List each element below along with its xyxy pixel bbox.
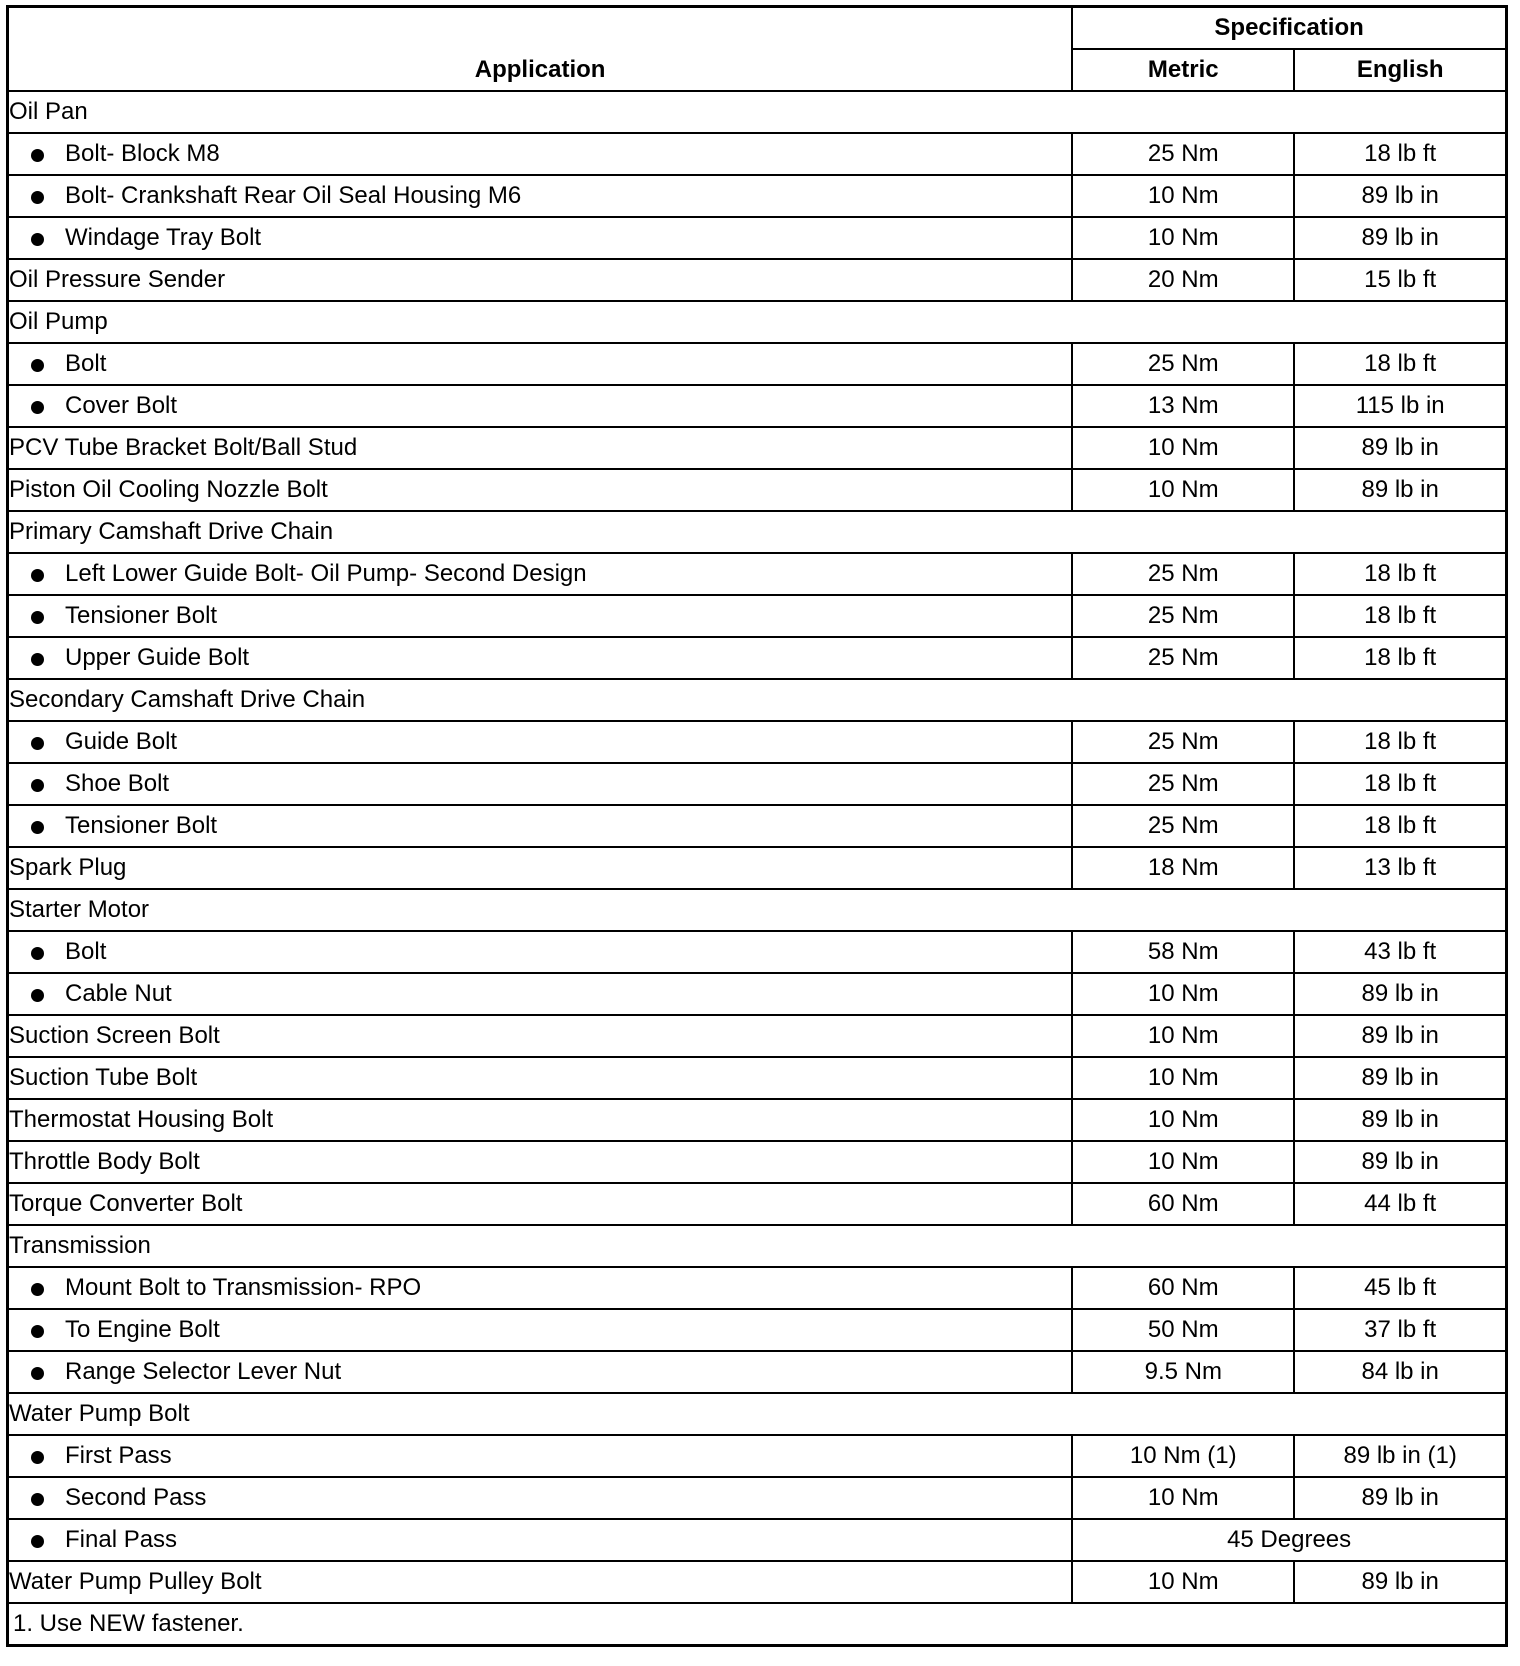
table-row — [8, 973, 1507, 1015]
application-label: Windage Tray Bolt — [65, 224, 262, 251]
bullet-icon — [31, 737, 44, 750]
bullet-icon — [31, 191, 44, 204]
application-label: Shoe Bolt — [65, 770, 170, 797]
group-label — [8, 889, 1507, 931]
application-label: Tensioner Bolt — [65, 812, 218, 839]
application-label: Mount Bolt to Transmission- RPO — [65, 1274, 422, 1301]
spec-value-cell: 45 Degrees — [1072, 1519, 1506, 1561]
group-label — [8, 91, 1507, 133]
table-row — [8, 469, 1507, 511]
english-value-cell: 89 lb in (1) — [1294, 1435, 1506, 1477]
table-row — [8, 133, 1507, 175]
group-label — [8, 511, 1507, 553]
table-row — [8, 217, 1507, 259]
application-label: Second Pass — [65, 1484, 207, 1511]
english-value-cell: 89 lb in — [1294, 1477, 1506, 1519]
english-value-cell: 44 lb ft — [1294, 1183, 1506, 1225]
table-group-row — [8, 1393, 1507, 1435]
metric-value-cell: 10 Nm — [1072, 973, 1294, 1015]
table-row — [8, 931, 1507, 973]
application-label: PCV Tube Bracket Bolt/Ball Stud — [9, 434, 358, 461]
english-value-cell: 18 lb ft — [1294, 637, 1506, 679]
application-cell — [8, 1183, 1073, 1225]
metric-value-cell: 10 Nm — [1072, 217, 1294, 259]
metric-value-cell: 50 Nm — [1072, 1309, 1294, 1351]
application-cell — [8, 1141, 1073, 1183]
group-label — [8, 1393, 1507, 1435]
application-label: Primary Camshaft Drive Chain — [9, 518, 334, 545]
group-label — [8, 1225, 1507, 1267]
english-value-cell: 18 lb ft — [1294, 133, 1506, 175]
table-row — [8, 1183, 1507, 1225]
table-header — [8, 7, 1507, 92]
application-label: Guide Bolt — [65, 728, 178, 755]
table-row — [8, 175, 1507, 217]
application-label: Oil Pan — [9, 98, 88, 125]
application-label: Bolt- Block M8 — [65, 140, 220, 167]
bullet-icon — [31, 569, 44, 582]
english-value-cell: 43 lb ft — [1294, 931, 1506, 973]
application-label: Bolt — [65, 938, 107, 965]
metric-value-cell: 25 Nm — [1072, 133, 1294, 175]
application-label: Upper Guide Bolt — [65, 644, 250, 671]
table-row — [8, 763, 1507, 805]
metric-value-cell: 10 Nm — [1072, 469, 1294, 511]
table-row — [8, 385, 1507, 427]
application-cell — [8, 805, 1073, 847]
application-cell — [8, 1561, 1073, 1603]
bullet-icon — [31, 1451, 44, 1464]
table-row — [8, 427, 1507, 469]
application-label: Bolt- Crankshaft Rear Oil Seal Housing M6 — [65, 182, 522, 209]
application-cell — [8, 973, 1073, 1015]
bullet-icon — [31, 1493, 44, 1506]
table-row — [8, 1519, 1507, 1561]
application-label: Throttle Body Bolt — [9, 1148, 200, 1175]
table-row — [8, 1435, 1507, 1477]
metric-value-cell: 10 Nm — [1072, 1015, 1294, 1057]
metric-value-cell: 18 Nm — [1072, 847, 1294, 889]
table-row — [8, 1351, 1507, 1393]
bullet-icon — [31, 401, 44, 414]
table-row — [8, 637, 1507, 679]
english-value-cell: 115 lb in — [1294, 385, 1506, 427]
application-label: Range Selector Lever Nut — [65, 1358, 342, 1385]
metric-value-cell: 25 Nm — [1072, 637, 1294, 679]
metric-value-cell: 10 Nm — [1072, 427, 1294, 469]
bullet-icon — [31, 1325, 44, 1338]
application-cell — [8, 553, 1073, 595]
bullet-icon — [31, 611, 44, 624]
group-label — [8, 679, 1507, 721]
application-cell — [8, 637, 1073, 679]
application-label: Spark Plug — [9, 854, 127, 881]
english-value-cell: 89 lb in — [1294, 1141, 1506, 1183]
metric-value-cell: 25 Nm — [1072, 553, 1294, 595]
application-label: Cover Bolt — [65, 392, 178, 419]
english-value-cell: 89 lb in — [1294, 427, 1506, 469]
bullet-icon — [31, 1283, 44, 1296]
table-row — [8, 259, 1507, 301]
english-value-cell: 89 lb in — [1294, 469, 1506, 511]
metric-value-cell: 10 Nm — [1072, 1561, 1294, 1603]
bullet-icon — [31, 1535, 44, 1548]
english-value-cell: 45 lb ft — [1294, 1267, 1506, 1309]
bullet-icon — [31, 653, 44, 666]
english-value-cell: 37 lb ft — [1294, 1309, 1506, 1351]
application-label: Transmission — [9, 1232, 151, 1259]
english-value-cell: 18 lb ft — [1294, 553, 1506, 595]
table-row — [8, 1015, 1507, 1057]
metric-value-cell: 10 Nm — [1072, 1477, 1294, 1519]
table-row — [8, 847, 1507, 889]
bullet-icon — [31, 947, 44, 960]
table-row — [8, 1141, 1507, 1183]
application-label: Water Pump Pulley Bolt — [9, 1568, 262, 1595]
application-label: Thermostat Housing Bolt — [9, 1106, 274, 1133]
application-label: Oil Pressure Sender — [9, 266, 226, 293]
metric-value-cell: 25 Nm — [1072, 343, 1294, 385]
metric-value-cell: 25 Nm — [1072, 721, 1294, 763]
english-value-cell: 18 lb ft — [1294, 763, 1506, 805]
metric-value-cell: 58 Nm — [1072, 931, 1294, 973]
english-value-cell: 15 lb ft — [1294, 259, 1506, 301]
footnote: 1. Use NEW fastener. — [8, 1603, 1507, 1646]
metric-value-cell: 10 Nm — [1072, 1057, 1294, 1099]
application-label: Piston Oil Cooling Nozzle Bolt — [9, 476, 328, 503]
application-label: Starter Motor — [9, 896, 150, 923]
english-value-cell: 89 lb in — [1294, 175, 1506, 217]
application-label: Suction Screen Bolt — [9, 1022, 220, 1049]
application-cell — [8, 1351, 1073, 1393]
english-value-cell: 89 lb in — [1294, 1561, 1506, 1603]
spec-table-container — [6, 5, 1508, 1647]
metric-value-cell: 13 Nm — [1072, 385, 1294, 427]
english-value-cell: 89 lb in — [1294, 1099, 1506, 1141]
table-row — [8, 1477, 1507, 1519]
metric-value-cell: 25 Nm — [1072, 805, 1294, 847]
metric-value-cell: 10 Nm — [1072, 175, 1294, 217]
bullet-icon — [31, 359, 44, 372]
metric-value-cell: 20 Nm — [1072, 259, 1294, 301]
table-row — [8, 1057, 1507, 1099]
english-value-cell: 89 lb in — [1294, 1015, 1506, 1057]
table-row — [8, 1309, 1507, 1351]
application-cell — [8, 133, 1073, 175]
english-value-cell: 89 lb in — [1294, 217, 1506, 259]
metric-value-cell: 10 Nm — [1072, 1099, 1294, 1141]
table-row — [8, 1561, 1507, 1603]
application-cell — [8, 1057, 1073, 1099]
application-cell — [8, 931, 1073, 973]
bullet-icon — [31, 1367, 44, 1380]
metric-value-cell: 25 Nm — [1072, 595, 1294, 637]
table-row — [8, 805, 1507, 847]
english-value-cell: 18 lb ft — [1294, 595, 1506, 637]
application-label: Left Lower Guide Bolt- Oil Pump- Second Design — [65, 560, 587, 587]
bullet-icon — [31, 989, 44, 1002]
application-label: Secondary Camshaft Drive Chain — [9, 686, 366, 713]
table-row — [8, 721, 1507, 763]
application-cell — [8, 217, 1073, 259]
application-label: Oil Pump — [9, 308, 108, 335]
application-label: To Engine Bolt — [65, 1316, 220, 1343]
metric-value-cell: 60 Nm — [1072, 1267, 1294, 1309]
table-row — [8, 1099, 1507, 1141]
application-cell — [8, 1267, 1073, 1309]
application-cell — [8, 175, 1073, 217]
english-value-cell: 18 lb ft — [1294, 343, 1506, 385]
table-body — [8, 91, 1507, 1603]
english-value-cell: 13 lb ft — [1294, 847, 1506, 889]
application-cell — [8, 1477, 1073, 1519]
bullet-icon — [31, 149, 44, 162]
english-value-cell: 84 lb in — [1294, 1351, 1506, 1393]
english-value-cell: 89 lb in — [1294, 1057, 1506, 1099]
metric-value-cell: 10 Nm (1) — [1072, 1435, 1294, 1477]
application-label: Suction Tube Bolt — [9, 1064, 198, 1091]
table-group-row — [8, 511, 1507, 553]
application-cell — [8, 847, 1073, 889]
table-group-row — [8, 91, 1507, 133]
application-cell — [8, 1519, 1073, 1561]
header-english: English — [1294, 49, 1506, 91]
metric-value-cell: 10 Nm — [1072, 1141, 1294, 1183]
group-label — [8, 301, 1507, 343]
application-label: Bolt — [65, 350, 107, 377]
bullet-icon — [31, 233, 44, 246]
header-specification: Specification — [1072, 7, 1506, 50]
metric-value-cell: 9.5 Nm — [1072, 1351, 1294, 1393]
application-cell — [8, 385, 1073, 427]
english-value-cell: 18 lb ft — [1294, 805, 1506, 847]
application-cell — [8, 1099, 1073, 1141]
application-label: Water Pump Bolt — [9, 1400, 190, 1427]
application-cell — [8, 763, 1073, 805]
application-label: Cable Nut — [65, 980, 172, 1007]
application-cell — [8, 721, 1073, 763]
application-cell — [8, 427, 1073, 469]
application-cell — [8, 469, 1073, 511]
bullet-icon — [31, 821, 44, 834]
bullet-icon — [31, 779, 44, 792]
table-group-row — [8, 889, 1507, 931]
application-label: First Pass — [65, 1442, 172, 1469]
english-value-cell: 89 lb in — [1294, 973, 1506, 1015]
english-value-cell: 18 lb ft — [1294, 721, 1506, 763]
application-cell — [8, 1435, 1073, 1477]
application-cell — [8, 259, 1073, 301]
application-cell — [8, 595, 1073, 637]
table-group-row — [8, 1225, 1507, 1267]
metric-value-cell: 60 Nm — [1072, 1183, 1294, 1225]
application-cell — [8, 343, 1073, 385]
table-row — [8, 553, 1507, 595]
application-label: Tensioner Bolt — [65, 602, 218, 629]
application-cell — [8, 1309, 1073, 1351]
application-label: Torque Converter Bolt — [9, 1190, 243, 1217]
table-row — [8, 595, 1507, 637]
table-group-row — [8, 679, 1507, 721]
table-row — [8, 343, 1507, 385]
table-row — [8, 1267, 1507, 1309]
torque-specification-table — [6, 5, 1508, 1647]
header-application: Application — [8, 7, 1073, 92]
metric-value-cell: 25 Nm — [1072, 763, 1294, 805]
table-group-row — [8, 301, 1507, 343]
application-label: Final Pass — [65, 1526, 178, 1553]
header-metric: Metric — [1072, 49, 1294, 91]
application-cell — [8, 1015, 1073, 1057]
table-footer — [8, 1603, 1507, 1646]
